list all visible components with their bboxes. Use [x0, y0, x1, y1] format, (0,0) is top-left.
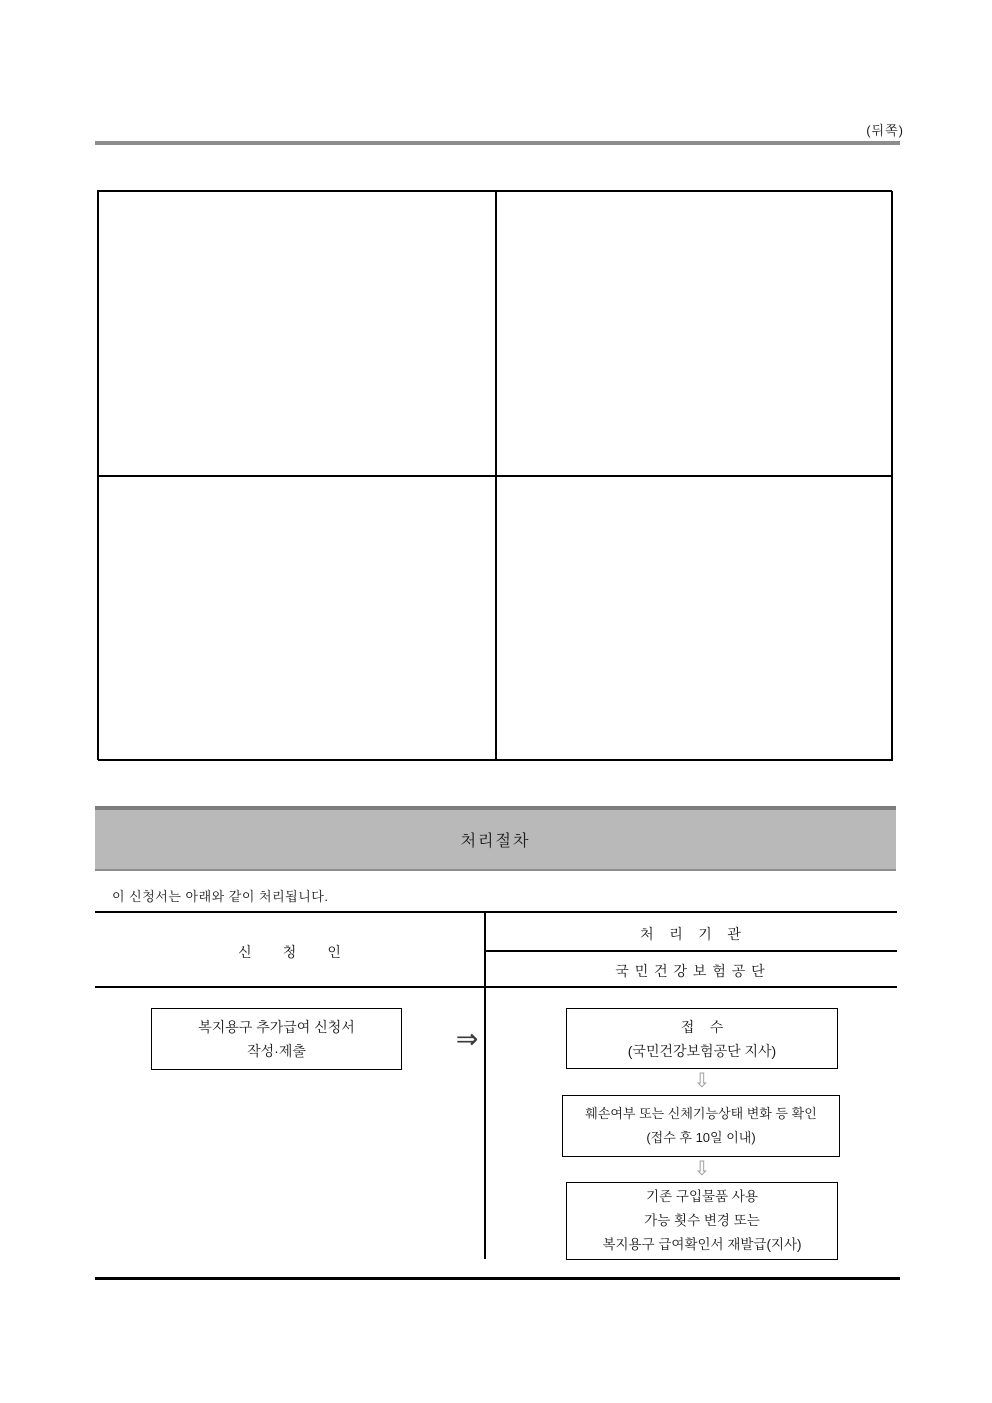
notes-table-cell-bottom-left: [98, 476, 496, 761]
agency-name-label: 국 민 건 강 보 험 공 단: [615, 963, 766, 979]
flow-arrow-down-icon: ⇩: [693, 1070, 711, 1092]
flow-box-line: (국민건강보험공단 지사): [627, 1042, 777, 1059]
back-side-label: (뒤쪽): [866, 123, 904, 138]
agency-header-divider-line: [484, 950, 897, 952]
notes-table: [97, 190, 892, 760]
flow-box-line: 접 수: [680, 1018, 724, 1035]
notes-table-cell-top-right: [496, 191, 893, 476]
procedure-header-bar: [95, 806, 896, 871]
agency-column-header: 처 리 기 관: [640, 926, 741, 942]
notes-table-cell-top-left: [98, 191, 496, 476]
process-table-header-bottom-line: [95, 986, 897, 988]
flow-box-line: 기존 구입물품 사용: [646, 1189, 758, 1204]
process-table-top-line: [95, 911, 897, 913]
flow-arrow-right-icon: ⇒: [455, 1024, 479, 1054]
flow-box-applicant-submission: [151, 1008, 402, 1070]
flow-box-receipt: [566, 1008, 838, 1069]
flow-box-damage-check: [562, 1095, 840, 1157]
top-divider-rule: [95, 141, 900, 145]
notes-table-cell-bottom-right: [496, 476, 893, 761]
flow-box-result-reissue: [566, 1182, 838, 1260]
flow-arrow-down-icon: ⇩: [693, 1158, 711, 1180]
applicant-column-header: 신 청 인: [238, 944, 341, 960]
flow-box-line: 복지용구 급여확인서 재발급(지사): [602, 1237, 802, 1252]
flow-box-line: 훼손여부 또는 신체기능상태 변화 등 확인: [585, 1106, 817, 1121]
procedure-title: 처리절차: [460, 833, 531, 850]
flow-box-line: 가능 횟수 변경 또는: [644, 1213, 760, 1228]
flow-box-line: 복지용구 추가급여 신청서: [198, 1019, 355, 1035]
procedure-note: 이 신청서는 아래와 같이 처리됩니다.: [112, 889, 329, 904]
bottom-divider-rule: [95, 1277, 900, 1280]
flow-box-line: 작성·제출: [247, 1043, 306, 1059]
flow-box-line: (접수 후 10일 이내): [646, 1130, 756, 1145]
